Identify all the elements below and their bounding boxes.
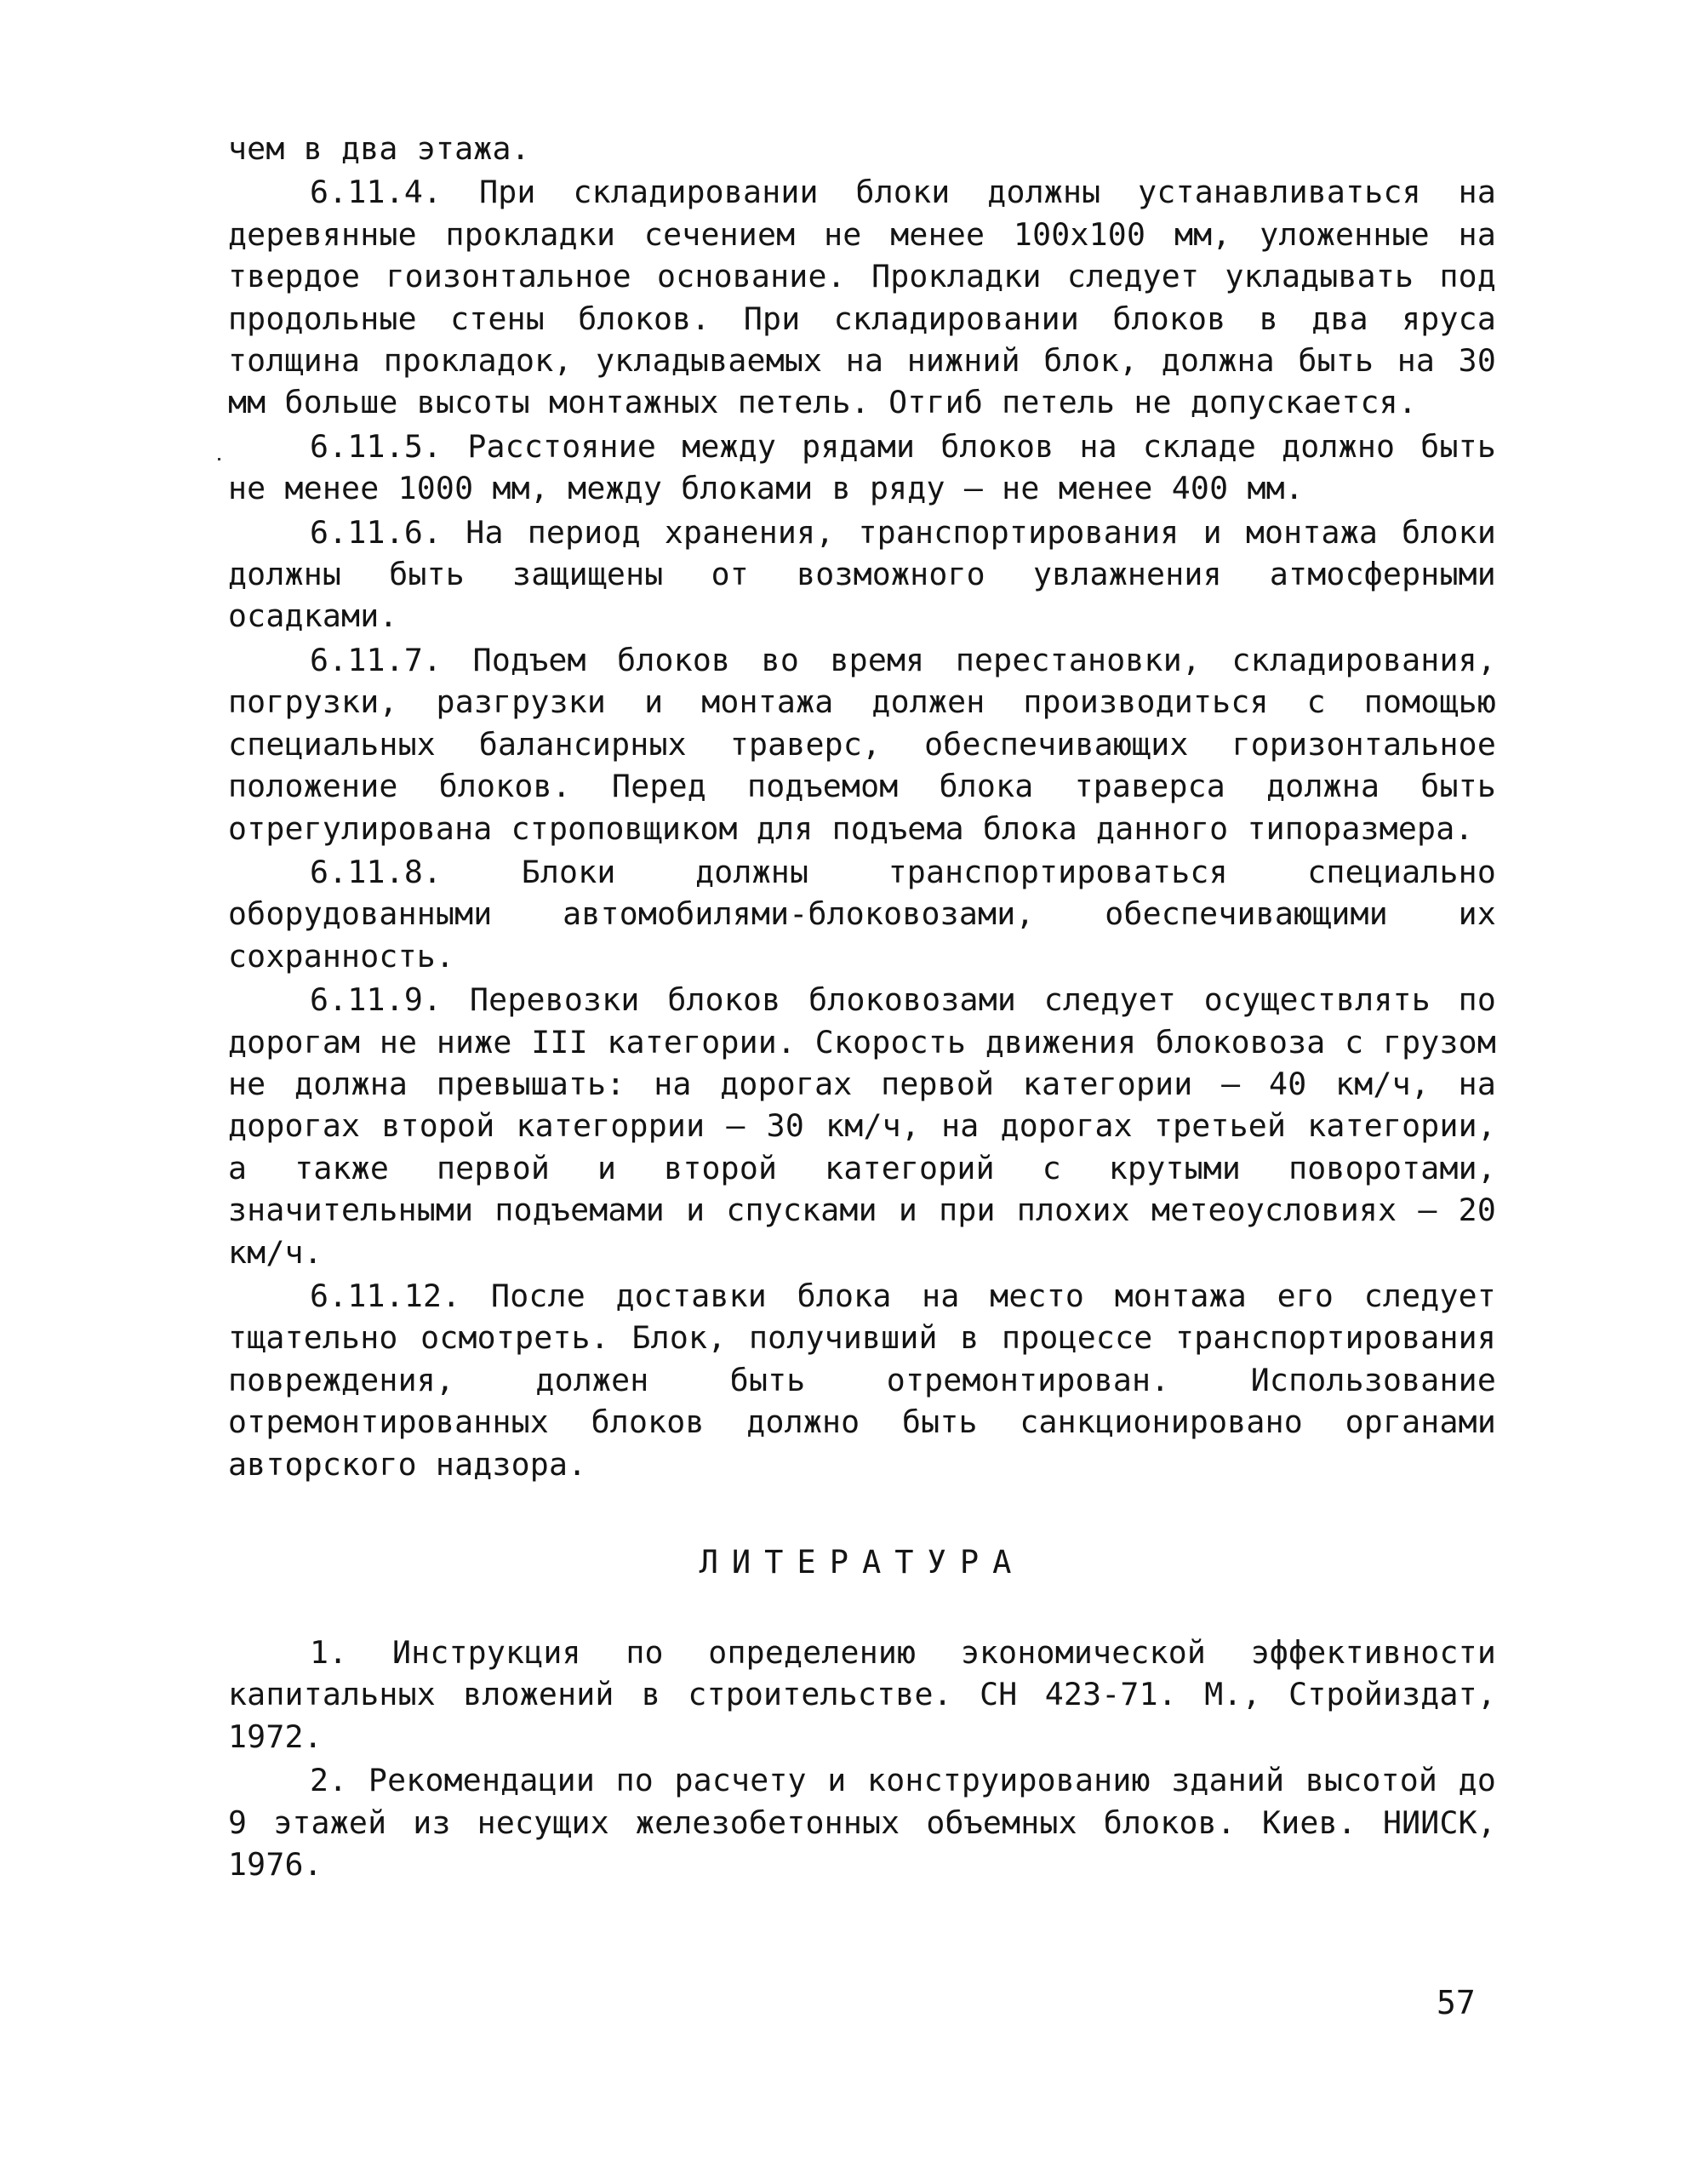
paragraph-6-11-12: 6.11.12. После доставки блока на место монтажа его следует тщательно осмотреть. Блок, получивший в процессе транспортирования повреждения, должен быть отремонтирован. Использование отремонтированных блоков должно быть санкционировано органами авторского надзора. [228,1277,1496,1483]
reference-item: 2. Рекомендации по расчету и конструированию зданий высотой до 9 этажей из несущих железобетонных объемных блоков. Киев. НИИСК, 1976. [228,1762,1496,1884]
paragraph-6-11-4: 6.11.4. При складировании блоки должны устанавливаться на деревянные прокладки сечением не менее 100х100 мм, уложенные на твердое гоизонтальное основание. Прокладки следует укладывать под продольные стены блоков. При складировании блоков в два яруса толщина прокладок, укладываемых на нижний блок, должна быть на 30 мм больше высоты монтажных петель. Отгиб петель не допускается. [228,174,1496,421]
paragraph-intro: чем в два этажа. [228,130,530,167]
references-heading: ЛИТЕРАТУРА [699,1544,1025,1581]
document-page [228,128,1496,2119]
paragraph-6-11-5: 6.11.5. Расстояние между рядами блоков на складе должно быть не менее 1000 мм, между блоками в ряду – не менее 400 мм. [228,427,1496,507]
margin-speck [218,458,220,460]
paragraph-6-11-8: 6.11.8. Блоки должны транспортироваться специально оборудованными автомобилями-блоковозами, обеспечивающими их сохранность. [228,853,1496,975]
reference-item: 1. Инструкция по определению экономической эффективности капитальных вложений в строительстве. СН 423-71. М., Стройиздат, 1972. [228,1634,1496,1755]
paragraph-6-11-6: 6.11.6. На период хранения, транспортирования и монтажа блоки должны быть защищены от возможного увлажнения атмосферными осадками. [228,513,1496,635]
paragraph-6-11-7: 6.11.7. Подъем блоков во время перестановки, складирования, погрузки, разгрузки и монтажа должен производиться с помощью специальных балансирных траверс, обеспечивающих горизонтальное положение блоков. Перед подъемом блока траверса должна быть отрегулирована строповщиком для подъема блока данного типоразмера. [228,641,1496,847]
paragraph-6-11-9: 6.11.9. Перевозки блоков блоковозами следует осуществлять по дорогам не ниже III категории. Скорость движения блоковоза с грузом не должна превышать: на дорогах первой категории – 40 км/ч, на дорогах второй категоррии – 30 км/ч, на дорогах третьей категории, а также первой и второй категорий с крутыми поворотами, значительными подъемами и спусками и при плохих метеоусловиях – 20 км/ч. [228,981,1496,1271]
references-list [228,1632,1496,1885]
page-number: 57 [1437,1984,1476,2021]
